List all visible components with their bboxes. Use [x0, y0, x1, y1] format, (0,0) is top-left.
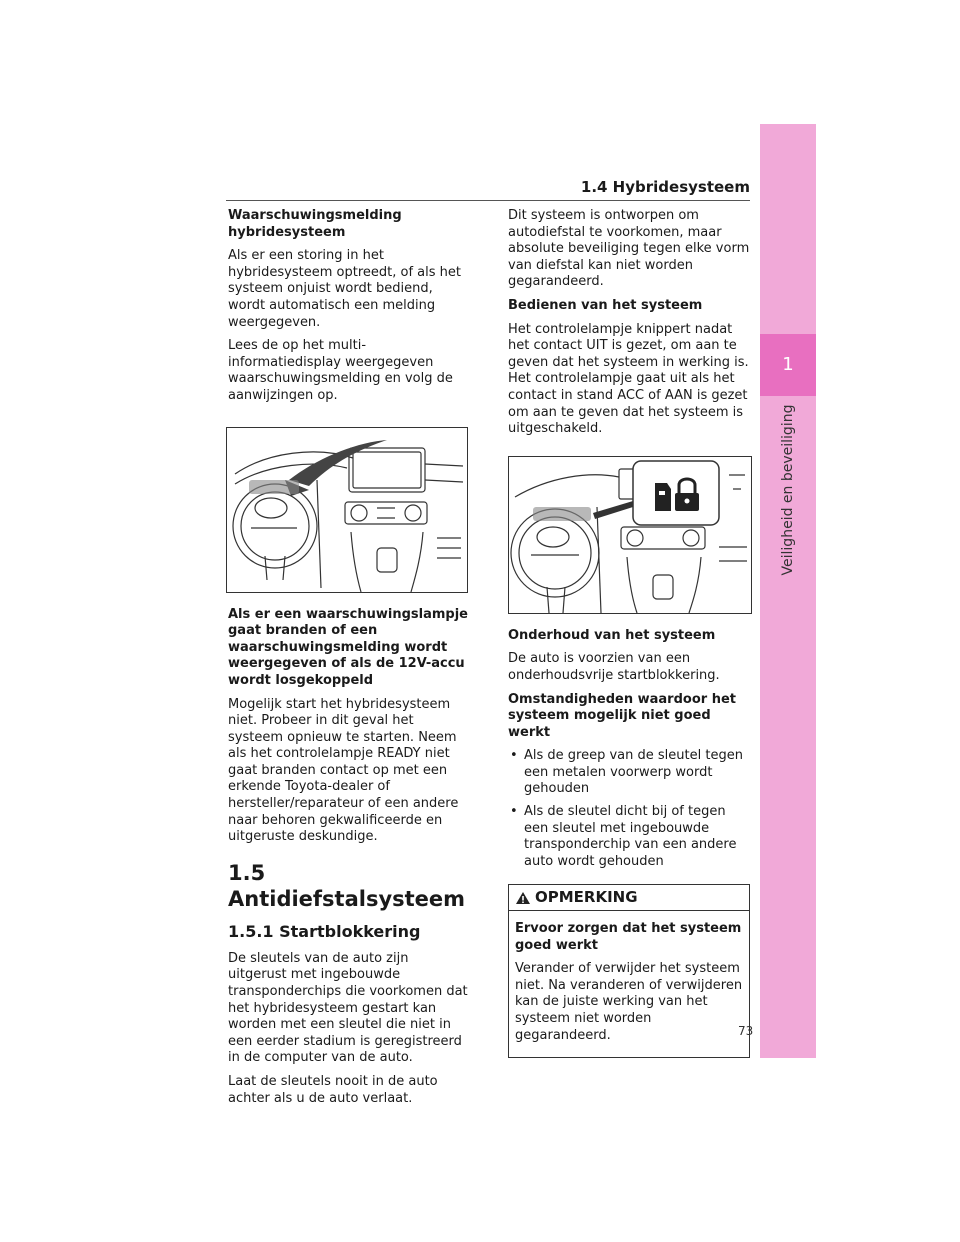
chapter-side-tab — [760, 124, 816, 1058]
paragraph: Als er een storing in het hybridesysteem optreedt, of als het systeem onjuist wordt bediend, wordt automatisch een melding weergegeven. — [228, 248, 461, 330]
paragraph: Lees de op het multi-informatiedisplay weergegeven waarschuwingsmelding en volg de aanwijzingen op. — [228, 338, 453, 403]
left-column — [228, 208, 470, 1114]
section-header-title: 1.4 Hybridesysteem — [580, 178, 750, 196]
list-item: • Als de sleutel dicht bij of tegen een sleutel met ingebouwde transponderchip van een andere auto wordt gehouden — [508, 804, 752, 870]
conditions-list — [508, 748, 752, 870]
caution-icon — [515, 891, 531, 905]
paragraph: Het controlelampje knippert nadat het contact UIT is gezet, om aan te geven dat het systeem in werking is. Het controlelampje gaat uit als het contact in stand ACC of AAN is gezet om aan te geven dat het systeem is uitgeschakeld. — [508, 321, 749, 437]
page-number: 73 — [738, 1024, 754, 1038]
heading-warning-lamp: Als er een waarschuwingslampje gaat branden of een waarschuwingsmelding wordt weergegeven of als de 12V-accu wordt losgekoppeld — [228, 606, 468, 688]
notice-header — [509, 885, 749, 911]
chapter-label: Veiligheid en beveiliging — [780, 404, 796, 576]
dashboard-drawing — [227, 428, 467, 592]
chapter-number: 1 — [760, 334, 816, 396]
paragraph: De auto is voorzien van een onderhoudsvrije startblokkering. — [508, 651, 720, 683]
paragraph: Mogelijk start het hybridesysteem niet. Probeer in dit geval het systeem opnieuw te starten. Neem als het controlelampje READY niet gaat branden contact op met een erkende Toyota-dealer of hersteller/reparateur of een andere naar behoren gekwalificeerde en uitgeruste deskundige. — [228, 696, 459, 845]
heading-warning-message: Waarschuwingsmelding hybridesysteem — [228, 208, 402, 240]
notice-label: OPMERKING — [535, 888, 638, 907]
notice-heading: Ervoor zorgen dat het systeem goed werkt — [515, 921, 742, 953]
notice-body — [509, 911, 749, 1057]
dashboard-illustration — [226, 427, 468, 593]
paragraph: De sleutels van de auto zijn uitgerust met ingebouwde transponderchips die voorkomen dat het hybridesysteem gestart kan worden met een sleutel die niet in een eerder stadium is geregistreerd in de computer van de auto. — [228, 950, 468, 1066]
immobiliser-indicator-illustration — [508, 456, 752, 614]
subsection-heading: 1.5.1 Startblokkering — [228, 921, 421, 941]
header-rule — [226, 200, 750, 201]
notice-text: Verander of verwijder het systeem niet. Na veranderen of verwijderen kan de juiste werking van het systeem niet worden gegarandeerd. — [515, 961, 743, 1043]
notice-box — [508, 884, 750, 1058]
heading-maintenance: Onderhoud van het systeem — [508, 627, 716, 643]
right-column — [508, 208, 752, 1058]
section-heading: 1.5 Antidiefstalsysteem — [228, 860, 466, 911]
heading-operate: Bedienen van het systeem — [508, 297, 703, 313]
indicator-drawing — [509, 457, 751, 613]
heading-conditions: Omstandigheden waardoor het systeem mogelijk niet goed werkt — [508, 691, 736, 740]
paragraph: Dit systeem is ontworpen om autodiefstal te voorkomen, maar absolute beveiliging tegen elke vorm van diefstal kan niet worden gegarandeerd. — [508, 208, 750, 290]
paragraph: Laat de sleutels nooit in de auto achter als u de auto verlaat. — [228, 1074, 438, 1106]
list-item: • Als de greep van de sleutel tegen een metalen voorwerp wordt gehouden — [508, 748, 752, 798]
